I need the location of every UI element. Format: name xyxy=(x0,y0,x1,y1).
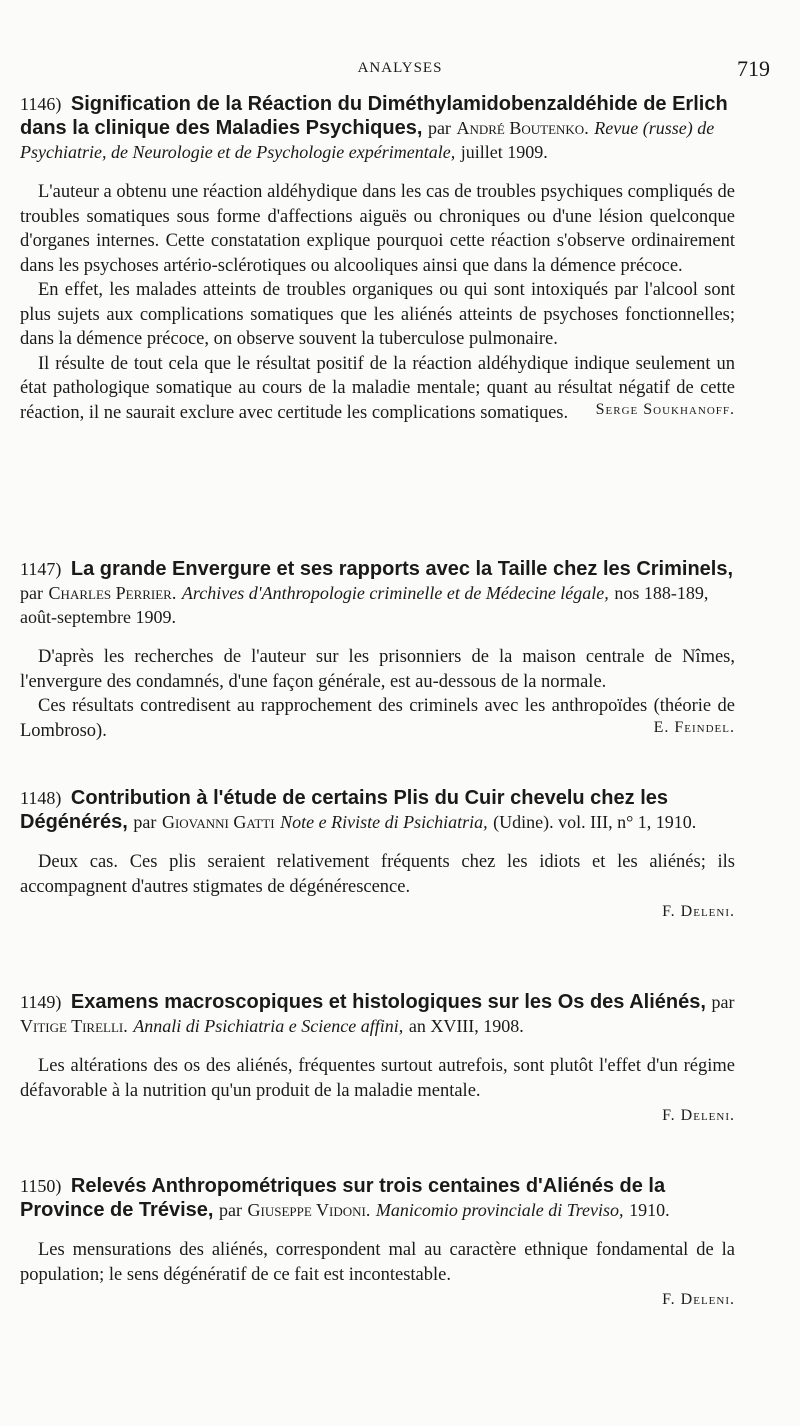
article-reference: an XVIII, 1908. xyxy=(408,1016,524,1036)
article-body xyxy=(20,1054,735,1103)
article-1149 xyxy=(20,990,735,1125)
article-journal: Note e Riviste di Psichiatria, xyxy=(280,812,488,832)
paragraph: Ces résultats contredisent au rapprochement des criminels avec les anthropoïdes (théorie de Lombroso). xyxy=(20,696,735,741)
signature: Serge Soukhanoff. xyxy=(595,401,735,418)
paragraph: Les mensurations des aliénés, correspondent mal au caractère ethnique fondamental de la population; le sens dégénératif de ce fait est incontestable. xyxy=(20,1240,735,1285)
article-number: 1150) xyxy=(20,1176,62,1196)
article-author: Vitige Tirelli. xyxy=(20,1016,128,1036)
article-by: par xyxy=(133,812,157,832)
paragraph: Il résulte de tout cela que le résultat positif de la réaction aldéhydique indique seulement un état pathologique somatique au cours de la maladie mentale; quant au résultat négatif de cette réaction, il ne saurait exclure avec certitude les complications somatiques. xyxy=(20,353,735,423)
signature: E. Feindel. xyxy=(653,719,735,736)
article-title: La grande Envergure et ses rapports avec la Taille chez les Criminels, xyxy=(70,558,734,580)
paragraph: L'auteur a obtenu une réaction aldéhydique dans les cas de troubles psychiques compliqués de troubles somatiques sous forme d'affections aiguës ou chroniques ou d'une lésion quelconque d'organes internes. Cette constatation explique pourquoi cette réaction s'observe ordinairement dans les psychoses artério-sclérotiques ou alcooliques ainsi que dans la démence précoce. xyxy=(20,182,735,276)
article-body xyxy=(20,1238,735,1287)
article-journal: Manicomio provinciale di Treviso, xyxy=(375,1200,624,1220)
article-title-block xyxy=(20,990,735,1038)
article-1146 xyxy=(20,92,735,423)
article-body xyxy=(20,180,735,425)
article-number: 1146) xyxy=(20,94,62,114)
article-reference: (Udine). vol. III, n° 1, 1910. xyxy=(493,812,697,832)
article-reference: 1910. xyxy=(629,1200,670,1220)
article-journal: Revue (russe) de Psychiatrie, de Neurologie et de Psychologie expérimentale, xyxy=(20,118,715,162)
running-head: ANALYSES xyxy=(357,60,443,76)
article-title-block xyxy=(20,557,735,629)
article-number: 1149) xyxy=(20,992,62,1012)
article-journal: Archives d'Anthropologie criminelle et de Médecine légale, xyxy=(181,583,609,603)
article-title: Signification de la Réaction du Diméthylamidobenzaldéhide de Erlich dans la clinique des Maladies Psychiques, xyxy=(20,93,728,139)
signature: F. Deleni. xyxy=(662,903,735,920)
article-title-block xyxy=(20,1174,735,1222)
article-title: Contribution à l'étude de certains Plis du Cuir chevelu chez les Dégénérés, xyxy=(20,787,668,833)
signature: F. Deleni. xyxy=(662,1291,735,1308)
article-title: Relevés Anthropométriques sur trois centaines d'Aliénés de la Province de Trévise, xyxy=(20,1175,666,1221)
article-author: Giuseppe Vidoni. xyxy=(247,1200,371,1220)
paragraph: Les altérations des os des aliénés, fréquentes surtout autrefois, sont plutôt l'effet d'un régime défavorable à la nutrition qu'un produit de la maladie mentale. xyxy=(20,1056,735,1101)
paragraph: D'après les recherches de l'auteur sur les prisonniers de la maison centrale de Nîmes, l'envergure des condamnés, d'une façon générale, est au-dessous de la normale. xyxy=(20,647,735,692)
article-title: Examens macroscopiques et histologiques sur les Os des Aliénés, xyxy=(70,991,706,1013)
article-number: 1148) xyxy=(20,788,62,808)
article-by: par xyxy=(711,992,735,1012)
article-by: par xyxy=(427,118,451,138)
article-author: Giovanni Gatti xyxy=(161,812,275,832)
article-title-block xyxy=(20,92,735,164)
article-by: par xyxy=(20,583,43,603)
paragraph: Deux cas. Ces plis seraient relativement fréquents chez les idiots et les aliénés; ils accompagnent d'autres stigmates de dégénérescence. xyxy=(20,852,735,897)
article-author: Charles Perrier. xyxy=(48,583,177,603)
article-reference: nos 188-189, août-septembre 1909. xyxy=(20,583,709,627)
paragraph: En effet, les malades atteints de troubles organiques ou qui sont intoxiqués par l'alcool sont plus sujets aux complications somatiques que les aliénés atteints de psychoses fonctionnelles; dans la démence précoce, on observe souvent la tuberculose pulmonaire. xyxy=(20,280,735,349)
article-title-block xyxy=(20,786,735,834)
page-header xyxy=(0,58,800,84)
signature: F. Deleni. xyxy=(662,1107,735,1124)
page-number: 719 xyxy=(737,56,770,81)
article-1148 xyxy=(20,786,735,921)
article-by: par xyxy=(219,1200,242,1220)
article-body xyxy=(20,850,735,899)
article-1147 xyxy=(20,557,735,741)
article-journal: Annali di Psichiatria e Science affini, xyxy=(133,1016,404,1036)
article-reference: juillet 1909. xyxy=(460,142,548,162)
article-1150 xyxy=(20,1174,735,1309)
article-author: André Boutenko. xyxy=(456,118,589,138)
article-number: 1147) xyxy=(20,559,62,579)
